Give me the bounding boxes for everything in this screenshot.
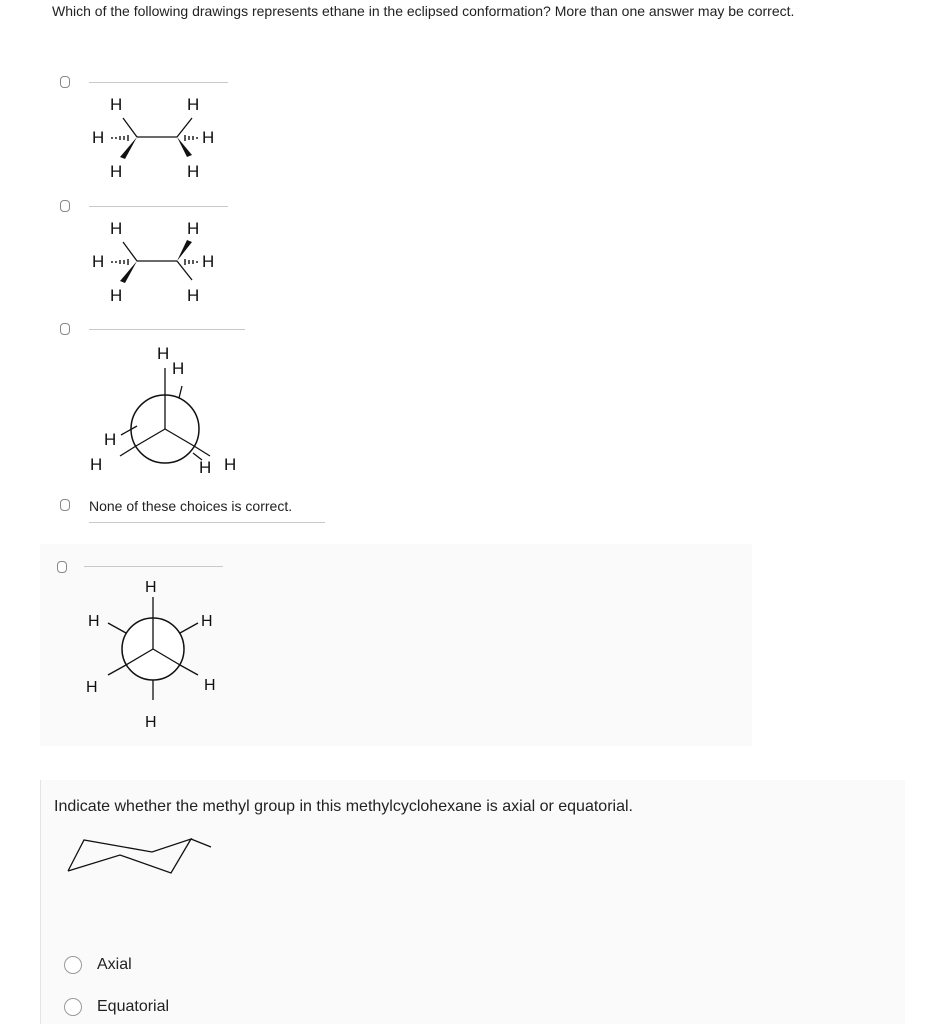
atom-label: H <box>187 95 200 114</box>
option-c-newman-drawing[interactable] <box>80 336 260 486</box>
option-a-sawhorse-drawing[interactable] <box>80 88 240 188</box>
option-b-separator <box>89 206 228 207</box>
atom-label: H <box>172 359 185 378</box>
question-2-panel <box>40 780 905 1024</box>
option-e-separator <box>84 566 223 567</box>
atom-label: H <box>145 714 157 731</box>
option-b-checkbox[interactable] <box>60 200 70 212</box>
atom-label: H <box>187 162 200 181</box>
atom-label: H <box>92 128 105 147</box>
option-b-sawhorse-drawing[interactable] <box>80 212 240 312</box>
atom-label: H <box>204 677 216 694</box>
atom-label: H <box>110 286 123 305</box>
option-c-checkbox[interactable] <box>60 323 70 335</box>
option-c-separator <box>89 329 245 330</box>
atom-label: H <box>88 613 100 630</box>
option-e-checkbox[interactable] <box>57 561 67 573</box>
atom-label: H <box>202 128 215 147</box>
atom-label: H <box>90 455 103 474</box>
question-1-text: Which of the following drawings represents ethane in the eclipsed conformation? More than one answer may be correct. <box>52 3 795 19</box>
atom-label: H <box>202 252 215 271</box>
question-2-text: Indicate whether the methyl group in this methylcyclohexane is axial or equatorial. <box>54 798 633 815</box>
atom-label: H <box>145 579 157 596</box>
option-a-checkbox[interactable] <box>60 76 70 88</box>
option-d-checkbox[interactable] <box>60 499 70 511</box>
atom-label: H <box>201 613 213 630</box>
equatorial-radio[interactable] <box>64 998 82 1016</box>
axial-radio[interactable] <box>64 956 82 974</box>
atom-label: H <box>110 162 123 181</box>
atom-label: H <box>92 252 105 271</box>
option-a-separator <box>89 82 228 83</box>
atom-label: H <box>199 458 212 477</box>
methylcyclohexane-drawing <box>60 828 220 883</box>
atom-label: H <box>86 679 98 696</box>
option-d-separator <box>89 522 325 523</box>
equatorial-label[interactable]: Equatorial <box>97 998 170 1015</box>
atom-label: H <box>110 219 123 238</box>
atom-label: H <box>110 95 123 114</box>
option-e-newman-drawing[interactable] <box>80 572 230 737</box>
atom-label: H <box>224 455 237 474</box>
axial-label[interactable]: Axial <box>97 956 132 973</box>
atom-label: H <box>187 286 200 305</box>
atom-label: H <box>187 219 200 238</box>
atom-label: H <box>157 344 170 363</box>
atom-label: H <box>104 430 117 449</box>
option-d-label[interactable]: None of these choices is correct. <box>89 498 293 514</box>
